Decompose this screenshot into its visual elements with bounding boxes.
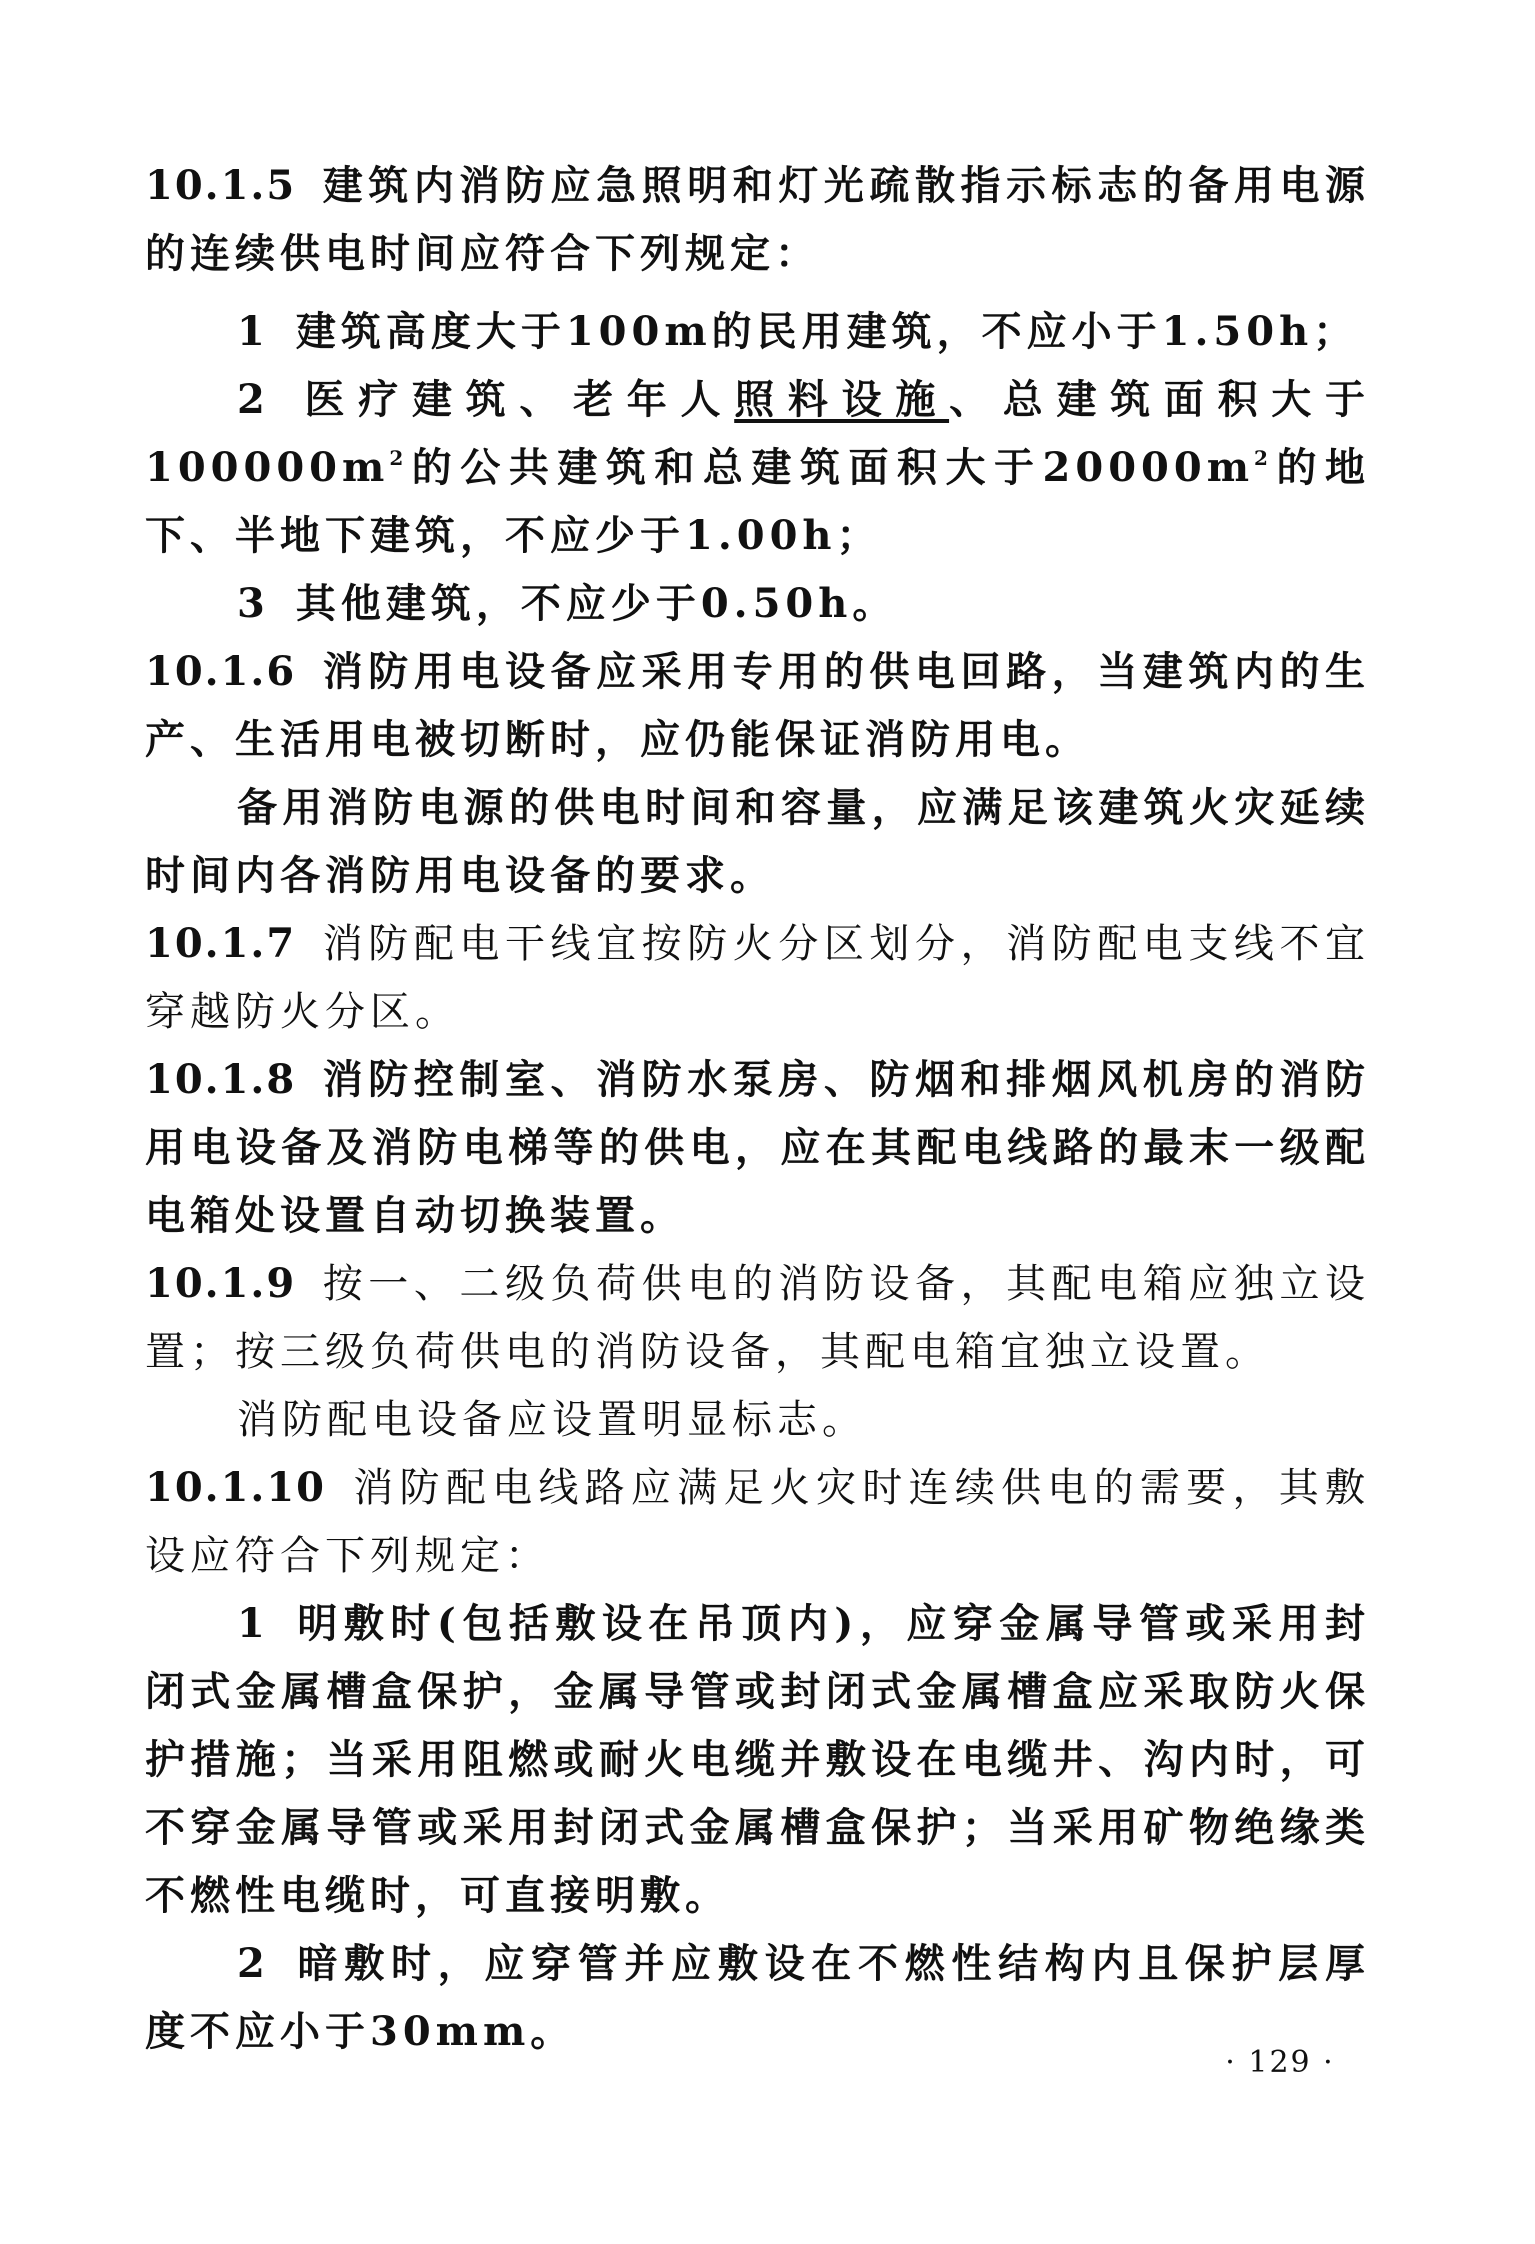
clause-text: 消防配电线路应满足火灾时连续供电的需要，其敷设应符合下列规定： bbox=[145, 1465, 1370, 1579]
item-text-d: 的地下、半地下建筑，不应少于1.00h； bbox=[145, 444, 1371, 559]
item-number: 2 bbox=[237, 1940, 270, 1987]
clause-10-1-5-item-3 bbox=[145, 570, 1370, 638]
superscript: 2 bbox=[1254, 446, 1273, 470]
item-text: 建筑高度大于100m的民用建筑，不应小于1.50h； bbox=[295, 308, 1359, 355]
clause-10-1-5-item-1 bbox=[145, 298, 1370, 366]
clause-text: 建筑内消防应急照明和灯光疏散指示标志的备用电源的连续供电时间应符合下列规定： bbox=[145, 162, 1370, 277]
clause-text: 消防控制室、消防水泵房、防烟和排烟风机房的消防用电设备及消防电梯等的供电，应在其配电线路的最末一级配电箱处设置自动切换装置。 bbox=[145, 1056, 1370, 1239]
item-text-a: 医疗建筑、老年人 bbox=[295, 376, 735, 423]
clause-10-1-10-item-1 bbox=[145, 1590, 1370, 1930]
clause-text: 消防用电设备应采用专用的供电回路，当建筑内的生产、生活用电被切断时，应仍能保证消防用电。 bbox=[145, 648, 1370, 763]
clause-number: 10.1.6 bbox=[145, 648, 297, 695]
clause-10-1-7 bbox=[145, 910, 1370, 1046]
page-number: · 129 · bbox=[1225, 2045, 1335, 2080]
clause-10-1-8 bbox=[145, 1046, 1370, 1250]
item-text-c: 的公共建筑和总建筑面积大于20000m bbox=[408, 444, 1255, 491]
clause-10-1-5-item-2 bbox=[145, 366, 1370, 570]
item-number: 2 bbox=[237, 376, 270, 423]
clause-text: 消防配电干线宜按防火分区划分，消防配电支线不宜穿越防火分区。 bbox=[145, 921, 1370, 1035]
clause-10-1-9-para bbox=[145, 1386, 1370, 1454]
clause-10-1-6-para bbox=[145, 774, 1370, 910]
clause-number: 10.1.9 bbox=[145, 1260, 297, 1307]
clause-number: 10.1.8 bbox=[145, 1056, 297, 1103]
item-text: 其他建筑，不应少于0.50h。 bbox=[295, 580, 898, 627]
clause-10-1-5 bbox=[145, 152, 1370, 288]
clause-10-1-10 bbox=[145, 1454, 1370, 1590]
clause-number: 10.1.10 bbox=[145, 1464, 327, 1511]
item-number: 3 bbox=[237, 580, 270, 627]
clause-text: 按一、二级负荷供电的消防设备，其配电箱应独立设置；按三级负荷供电的消防设备，其配电箱宜独立设置。 bbox=[145, 1261, 1370, 1375]
clause-number: 10.1.7 bbox=[145, 920, 297, 967]
item-text: 暗敷时，应穿管并应敷设在不燃性结构内且保护层厚度不应小于30mm。 bbox=[145, 1940, 1370, 2055]
superscript: 2 bbox=[389, 446, 409, 470]
clause-number: 10.1.5 bbox=[145, 162, 297, 209]
clause-10-1-6 bbox=[145, 638, 1370, 774]
underlined-text: 照料设施 bbox=[734, 376, 950, 423]
item-text-b: 、总建筑面积大于100000m bbox=[145, 376, 1371, 491]
paragraph-text: 备用消防电源的供电时间和容量，应满足该建筑火灾延续时间内各消防用电设备的要求。 bbox=[145, 784, 1370, 899]
clause-10-1-9 bbox=[145, 1250, 1370, 1386]
item-text: 明敷时(包括敷设在吊顶内)，应穿金属导管或采用封闭式金属槽盒保护，金属导管或封闭式金属槽盒应采取防火保护措施；当采用阻燃或耐火电缆并敷设在电缆井、沟内时，可不穿金属导管或采用封闭式金属槽盒保护；当采用矿物绝缘类不燃性电缆时，可直接明敷。 bbox=[145, 1600, 1370, 1919]
paragraph-text: 消防配电设备应设置明显标志。 bbox=[237, 1397, 867, 1443]
item-number: 1 bbox=[237, 1600, 270, 1647]
clause-10-1-10-item-2 bbox=[145, 1930, 1370, 2066]
item-number: 1 bbox=[237, 308, 270, 355]
